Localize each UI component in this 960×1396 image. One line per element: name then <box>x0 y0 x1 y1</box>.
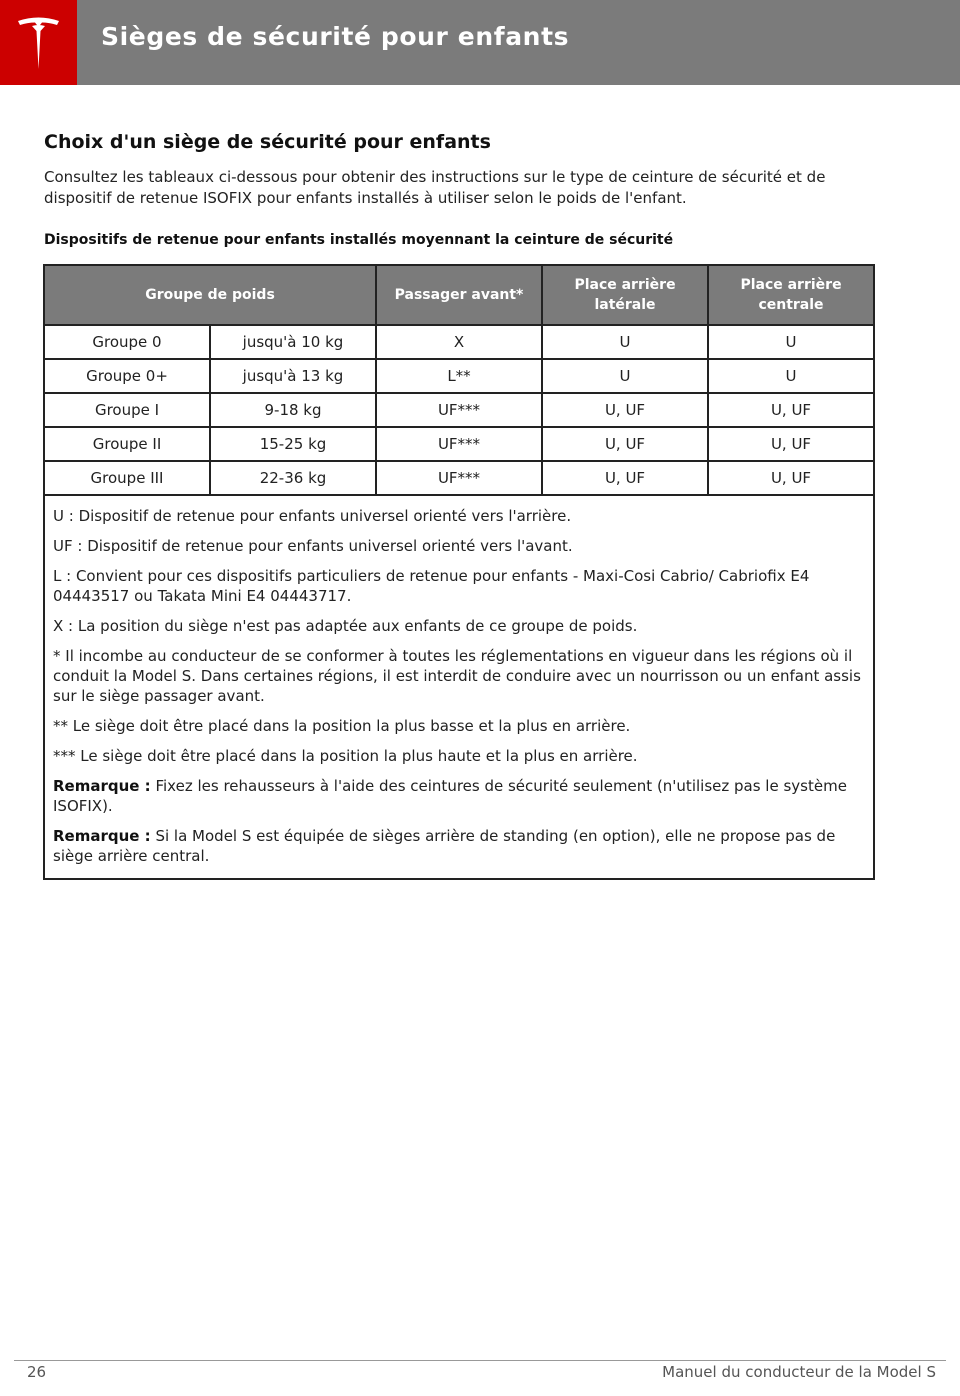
seat-restraint-table <box>43 264 875 880</box>
cell-weight: jusqu'à 13 kg <box>210 359 376 393</box>
cell-rear-center: U, UF <box>708 393 874 427</box>
brand-logo <box>0 0 77 85</box>
note-double-asterisk: ** Le siège doit être placé dans la position la plus basse et la plus en arrière. <box>53 717 631 735</box>
cell-front: UF*** <box>376 461 542 495</box>
footer-divider <box>14 1360 946 1361</box>
cell-group: Groupe III <box>44 461 210 495</box>
remark-label: Remarque : <box>53 777 151 795</box>
table-row <box>44 461 874 495</box>
cell-rear-outboard: U, UF <box>542 427 708 461</box>
cell-front: UF*** <box>376 427 542 461</box>
table-header-row <box>44 265 874 325</box>
cell-front: X <box>376 325 542 359</box>
note-triple-asterisk: *** Le siège doit être placé dans la position la plus haute et la plus en arrière. <box>53 747 638 765</box>
cell-front: L** <box>376 359 542 393</box>
cell-rear-center: U <box>708 325 874 359</box>
note-uf: UF : Dispositif de retenue pour enfants universel orienté vers l'avant. <box>53 537 573 555</box>
note-u: U : Dispositif de retenue pour enfants universel orienté vers l'arrière. <box>53 507 572 525</box>
tesla-logo-icon <box>14 15 63 71</box>
cell-rear-outboard: U <box>542 359 708 393</box>
remark-label: Remarque : <box>53 827 151 845</box>
cell-rear-center: U <box>708 359 874 393</box>
table-row <box>44 359 874 393</box>
header-rear-center: Place arrière centrale <box>708 265 874 325</box>
note-l: L : Convient pour ces dispositifs particuliers de retenue pour enfants - Maxi-Cosi Cabrio/ Cabriofix E4 04443517 ou Takata Mini E4 04443717. <box>53 567 810 605</box>
cell-weight: 22-36 kg <box>210 461 376 495</box>
cell-front: UF*** <box>376 393 542 427</box>
cell-weight: 9-18 kg <box>210 393 376 427</box>
cell-group: Groupe I <box>44 393 210 427</box>
cell-weight: 15-25 kg <box>210 427 376 461</box>
cell-rear-center: U, UF <box>708 427 874 461</box>
note-asterisk: * Il incombe au conducteur de se conformer à toutes les réglementations en vigueur dans les régions où il conduit la Model S. Dans certaines régions, il est interdit de conduire avec un nourrisson ou un enfant assis sur le siège passager avant. <box>53 647 861 705</box>
cell-weight: jusqu'à 10 kg <box>210 325 376 359</box>
table-notes <box>44 495 874 879</box>
cell-rear-center: U, UF <box>708 461 874 495</box>
table-row <box>44 393 874 427</box>
note-x: X : La position du siège n'est pas adaptée aux enfants de ce groupe de poids. <box>53 617 638 635</box>
header-weight-group: Groupe de poids <box>44 265 376 325</box>
remark-text: Si la Model S est équipée de sièges arrière de standing (en option), elle ne propose pas de siège arrière central. <box>53 827 836 865</box>
cell-group: Groupe 0 <box>44 325 210 359</box>
table-row <box>44 427 874 461</box>
table-notes-row <box>44 495 874 879</box>
intro-paragraph: Consultez les tableaux ci-dessous pour obtenir des instructions sur le type de ceinture de sécurité et de dispositif de retenue ISOFIX pour enfants installés à utiliser selon le poids de l'enfant. <box>44 168 826 207</box>
remark-text: Fixez les rehausseurs à l'aide des ceintures de sécurité seulement (n'utilisez pas le système ISOFIX). <box>53 777 847 815</box>
remark-boosters <box>53 776 865 816</box>
cell-rear-outboard: U, UF <box>542 461 708 495</box>
page-header <box>0 0 960 85</box>
section-title: Choix d'un siège de sécurité pour enfants <box>44 131 491 153</box>
page-number: 26 <box>27 1363 47 1381</box>
footer-title: Manuel du conducteur de la Model S <box>662 1363 936 1381</box>
remark-rear-seats <box>53 826 865 866</box>
header-rear-outboard: Place arrière latérale <box>542 265 708 325</box>
cell-rear-outboard: U, UF <box>542 393 708 427</box>
cell-group: Groupe 0+ <box>44 359 210 393</box>
cell-rear-outboard: U <box>542 325 708 359</box>
cell-group: Groupe II <box>44 427 210 461</box>
table-row <box>44 325 874 359</box>
page-title: Sièges de sécurité pour enfants <box>101 22 570 51</box>
table-heading: Dispositifs de retenue pour enfants installés moyennant la ceinture de sécurité <box>44 232 674 248</box>
header-front-passenger: Passager avant* <box>376 265 542 325</box>
